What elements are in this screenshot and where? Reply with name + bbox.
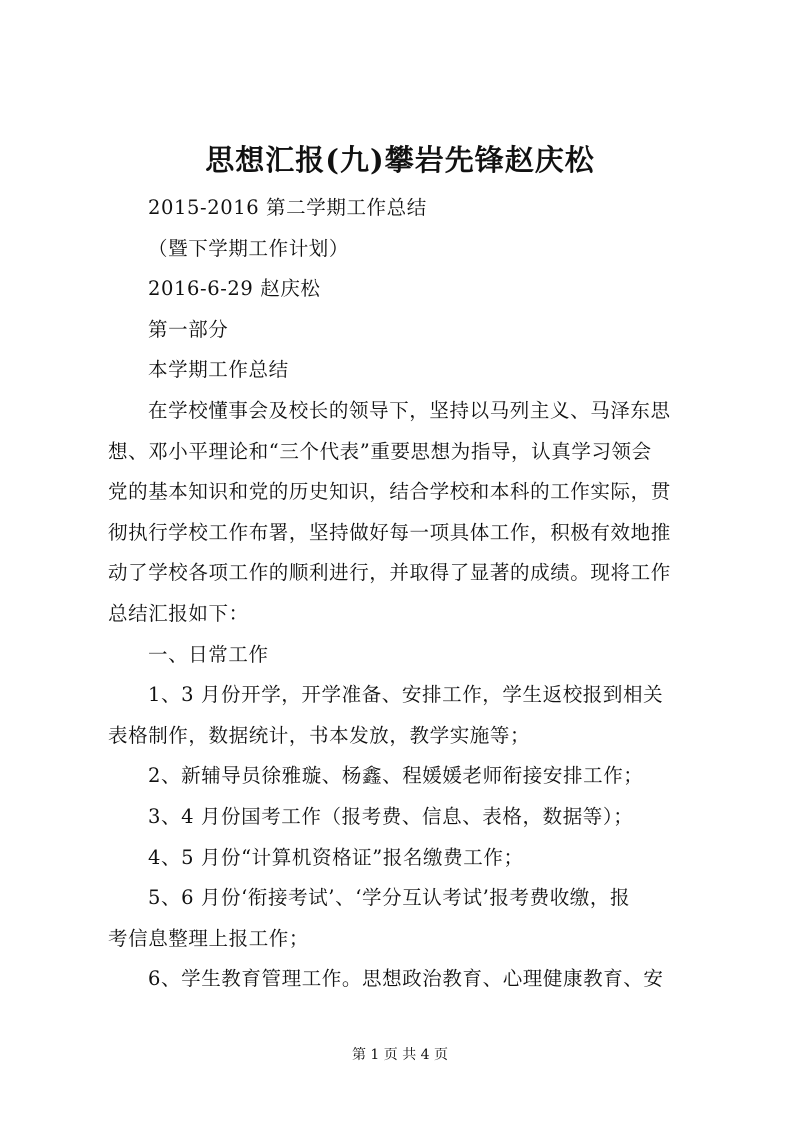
- document-title: 思想汇报(九)攀岩先锋赵庆松: [205, 143, 595, 177]
- body-line: 2015-2016 第二学期工作总结: [148, 196, 427, 219]
- body-line: 总结汇报如下：: [108, 601, 249, 625]
- body-line: 第一部分: [148, 317, 229, 341]
- body-line: 4、5 月份“计算机资格证”报名缴费工作；: [148, 845, 524, 869]
- body-line: （暨下学期工作计划）: [148, 236, 350, 260]
- body-line: 3、4 月份国考工作（报考费、信息、表格，数据等）；: [148, 804, 634, 828]
- body-line: 一、日常工作: [148, 642, 269, 666]
- body-line: 2016-6-29 赵庆松: [148, 277, 321, 301]
- body-line: 1、3 月份开学，开学准备、安排工作，学生返校报到相关: [148, 683, 664, 707]
- body-line: 2、新辅导员徐雅璇、杨鑫、程媛媛老师衔接安排工作；: [148, 764, 644, 788]
- body-line: 5、6 月份‘衔接考试’、‘学分互认考试’报考费收缴，报: [148, 886, 631, 910]
- document-body: [108, 188, 708, 1000]
- body-line: 动了学校各项工作的顺利进行，并取得了显著的成绩。现将工作: [108, 561, 671, 585]
- body-line: 6、学生教育管理工作。思想政治教育、心理健康教育、安: [148, 967, 664, 991]
- body-line: 党的基本知识和党的历史知识，结合学校和本科的工作实际，贯: [108, 480, 671, 504]
- body-line: 想、邓小平理论和“三个代表”重要思想为指导，认真学习领会: [108, 439, 652, 463]
- body-line: 彻执行学校工作布署，坚持做好每一项具体工作，积极有效地推: [108, 520, 671, 544]
- body-line: 表格制作，数据统计，书本发放，教学实施等；: [108, 723, 531, 747]
- page-footer: 第 1 页 共 4 页: [351, 1047, 449, 1063]
- body-line: 考信息整理上报工作；: [108, 926, 310, 950]
- body-line: 在学校懂事会及校长的领导下，坚持以马列主义、马泽东思: [148, 398, 671, 422]
- body-line: 本学期工作总结: [148, 358, 289, 382]
